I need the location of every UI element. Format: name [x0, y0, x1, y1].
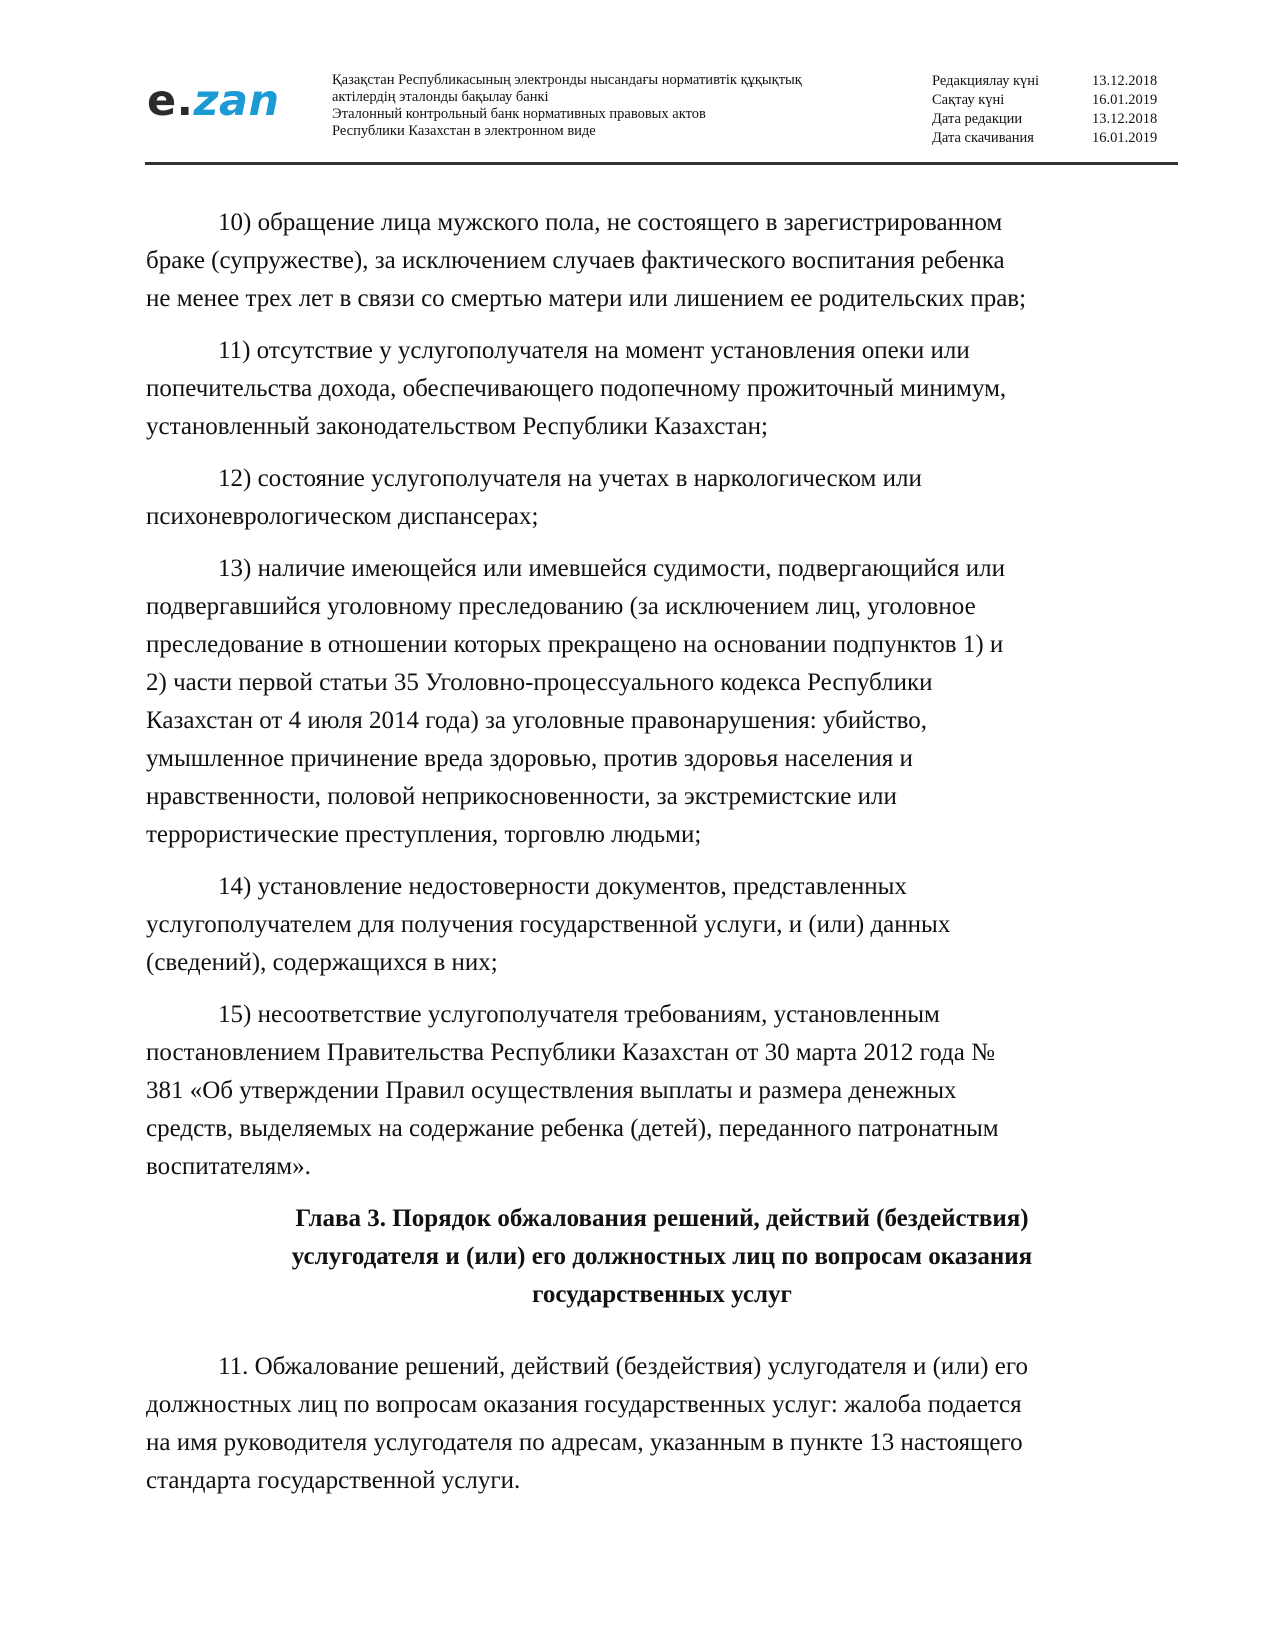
header-date-value: 16.01.2019 — [1092, 130, 1158, 146]
text-line: услугополучателем для получения государственной услуги, и (или) данных — [146, 911, 951, 938]
text-line: террористические преступления, торговлю людьми; — [146, 821, 702, 848]
text-line: 12) состояние услугополучателя на учетах в наркологическом или — [218, 465, 922, 492]
header-date-row — [932, 129, 1182, 148]
document-body — [146, 204, 1178, 1514]
paragraph-point-11 — [146, 1348, 1178, 1500]
text-line: попечительства дохода, обеспечивающего подопечному прожиточный минимум, — [146, 375, 1007, 402]
header-date-value: 16.01.2019 — [1092, 92, 1158, 108]
chapter-heading-line: услугодателя и (или) его должностных лиц по вопросам оказания — [291, 1243, 1033, 1270]
paragraph-item-11 — [146, 332, 1178, 446]
text-line: на имя руководителя услугодателя по адресам, указанным в пункте 13 настоящего — [146, 1429, 1023, 1456]
text-line: Казахстан от 4 июля 2014 года) за уголовные правонарушения: убийство, — [146, 707, 927, 734]
header-date-value: 13.12.2018 — [1092, 73, 1158, 89]
text-line: установленный законодательством Республики Казахстан; — [146, 413, 768, 440]
text-line: психоневрологическом диспансерах; — [146, 503, 539, 530]
header-date-label: Сақтау күні — [932, 92, 1005, 108]
text-line: 10) обращение лица мужского пола, не состоящего в зарегистрированном — [218, 209, 1003, 236]
text-line: 11. Обжалование решений, действий (бездействия) услугодателя и (или) его — [218, 1353, 1028, 1380]
logo-dot: . — [176, 76, 194, 126]
paragraph-item-14 — [146, 868, 1178, 982]
text-line: 13) наличие имеющейся или имевшейся судимости, подвергающийся или — [218, 555, 1005, 582]
header-dates — [932, 72, 1182, 148]
header-date-row — [932, 91, 1182, 110]
text-line: 14) установление недостоверности документов, представленных — [218, 873, 907, 900]
ezan-logo — [147, 76, 280, 126]
text-line: не менее трех лет в связи со смертью матери или лишением ее родительских прав; — [146, 285, 1027, 312]
paragraph-item-15 — [146, 996, 1178, 1186]
logo-zan: zan — [193, 76, 280, 126]
header-date-row — [932, 72, 1182, 91]
text-line: умышленное причинение вреда здоровью, против здоровья населения и — [146, 745, 913, 772]
text-line: стандарта государственной услуги. — [146, 1467, 521, 1494]
header-date-label: Дата редакции — [932, 111, 1023, 127]
header-date-label: Дата скачивания — [932, 130, 1034, 146]
header-date-label: Редакциялау күні — [932, 73, 1040, 89]
header-bank-title-line: актілердің эталонды бақылау банкі — [332, 89, 549, 105]
paragraph-item-10 — [146, 204, 1178, 318]
page-header — [147, 66, 1178, 166]
text-line: средств, выделяемых на содержание ребенка (детей), переданного патронатным — [146, 1115, 999, 1142]
text-line: постановлением Правительства Республики Казахстан от 30 марта 2012 года № — [146, 1039, 995, 1066]
paragraph-item-12 — [146, 460, 1178, 536]
logo-e: e — [147, 76, 177, 126]
header-bank-title — [332, 72, 892, 140]
text-line: 11) отсутствие у услугополучателя на момент установления опеки или — [218, 337, 970, 364]
header-bank-title-line: Эталонный контрольный банк нормативных правовых актов — [332, 106, 706, 122]
header-divider — [145, 162, 1178, 165]
text-line: должностных лиц по вопросам оказания государственных услуг: жалоба подается — [146, 1391, 1022, 1418]
chapter-heading-line: Глава 3. Порядок обжалования решений, действий (бездействия) — [295, 1205, 1029, 1232]
chapter-heading — [146, 1200, 1178, 1314]
text-line: браке (супружестве), за исключением случаев фактического воспитания ребенка — [146, 247, 1005, 274]
text-line: 381 «Об утверждении Правил осуществления выплаты и размера денежных — [146, 1077, 957, 1104]
text-line: подвергавшийся уголовному преследованию (за исключением лиц, уголовное — [146, 593, 976, 620]
text-line: 2) части первой статьи 35 Уголовно-процессуального кодекса Республики — [146, 669, 933, 696]
text-line: преследование в отношении которых прекращено на основании подпунктов 1) и — [146, 631, 1004, 658]
header-bank-title-line: Республики Казахстан в электронном виде — [332, 123, 596, 139]
header-date-row — [932, 110, 1182, 129]
chapter-heading-line: государственных услуг — [532, 1281, 792, 1308]
text-line: (сведений), содержащихся в них; — [146, 949, 498, 976]
text-line: нравственности, половой неприкосновенности, за экстремистские или — [146, 783, 897, 810]
header-date-value: 13.12.2018 — [1092, 111, 1158, 127]
text-line: воспитателям». — [146, 1153, 311, 1180]
header-bank-title-line: Қазақстан Республикасының электронды нысандағы нормативтік құқықтық — [332, 72, 802, 88]
text-line: 15) несоответствие услугополучателя требованиям, установленным — [218, 1001, 940, 1028]
paragraph-item-13 — [146, 550, 1178, 854]
